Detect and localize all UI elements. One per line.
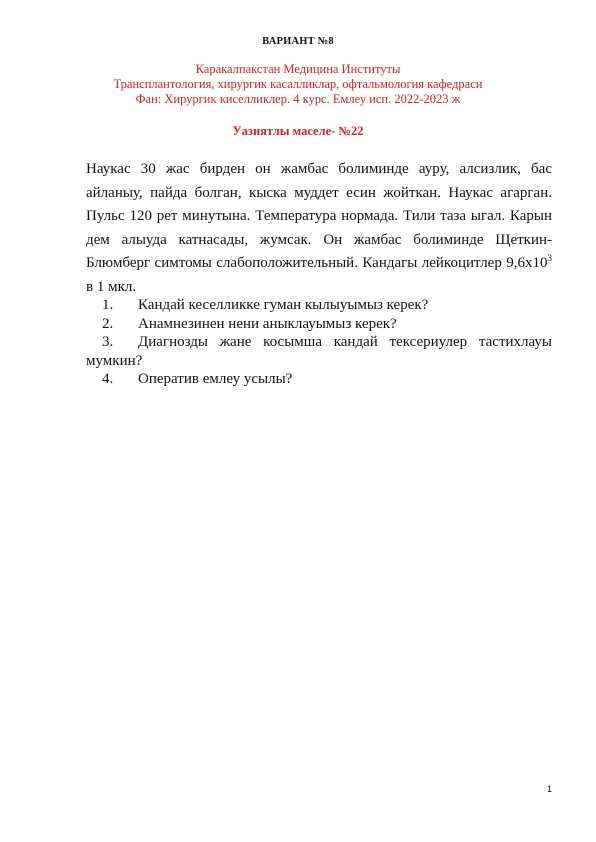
question-item [86, 370, 552, 389]
case-text: Наукас 30 жас бирден он жамбас болиминде ауру, алсизлик, бас айланыу, пайда болган, кыска муддет есин жойткан. Наукас агарган. Пульс 120 рет минутына. Температура нормада. Тили таза ыгал. Карын дем алыуда катнасады, жумсак. Он жамбас болиминде Щеткин-Блюмберг симтомы слабоположительный. Кандагы лейкоцитлер 9,6х10 [86, 161, 552, 271]
question-text: Анамнезинен нени аныклауымыз керек? [138, 315, 397, 332]
variant-heading: ВАРИАНТ №8 [262, 36, 334, 47]
question-item [86, 296, 552, 315]
question-number: 1. [102, 297, 114, 313]
question-item [86, 315, 552, 334]
question-number: 3. [102, 334, 114, 350]
question-number: 4. [102, 371, 114, 387]
institution-header [60, 62, 536, 107]
question-text: Оператив емлеу усылы? [138, 371, 293, 387]
question-text: Диагнозды жане косымша кандай тексериулер тастихлауы мумкин? [86, 334, 552, 369]
task-title: Уазиятлы маселе- №22 [232, 124, 364, 138]
case-exponent: 3 [547, 253, 552, 263]
question-item [86, 333, 552, 370]
department-name: Трансплантология, хирургик касалликлар, офтальмология кафедраси [113, 77, 483, 91]
case-text-end: в 1 мкл. [86, 278, 137, 295]
question-text: Кандай кеселликке гуман кылыуымыз керек? [138, 297, 429, 313]
question-number: 2. [102, 315, 114, 332]
page-number: 1 [546, 784, 552, 794]
question-list [86, 296, 552, 389]
case-description [86, 158, 552, 299]
institute-name: Каракалпакстан Медицина Институты [195, 62, 401, 76]
subject-line: Фан: Хирургик киселликлер. 4 курс. Емлеу исп. 2022-2023 ж [135, 92, 461, 106]
